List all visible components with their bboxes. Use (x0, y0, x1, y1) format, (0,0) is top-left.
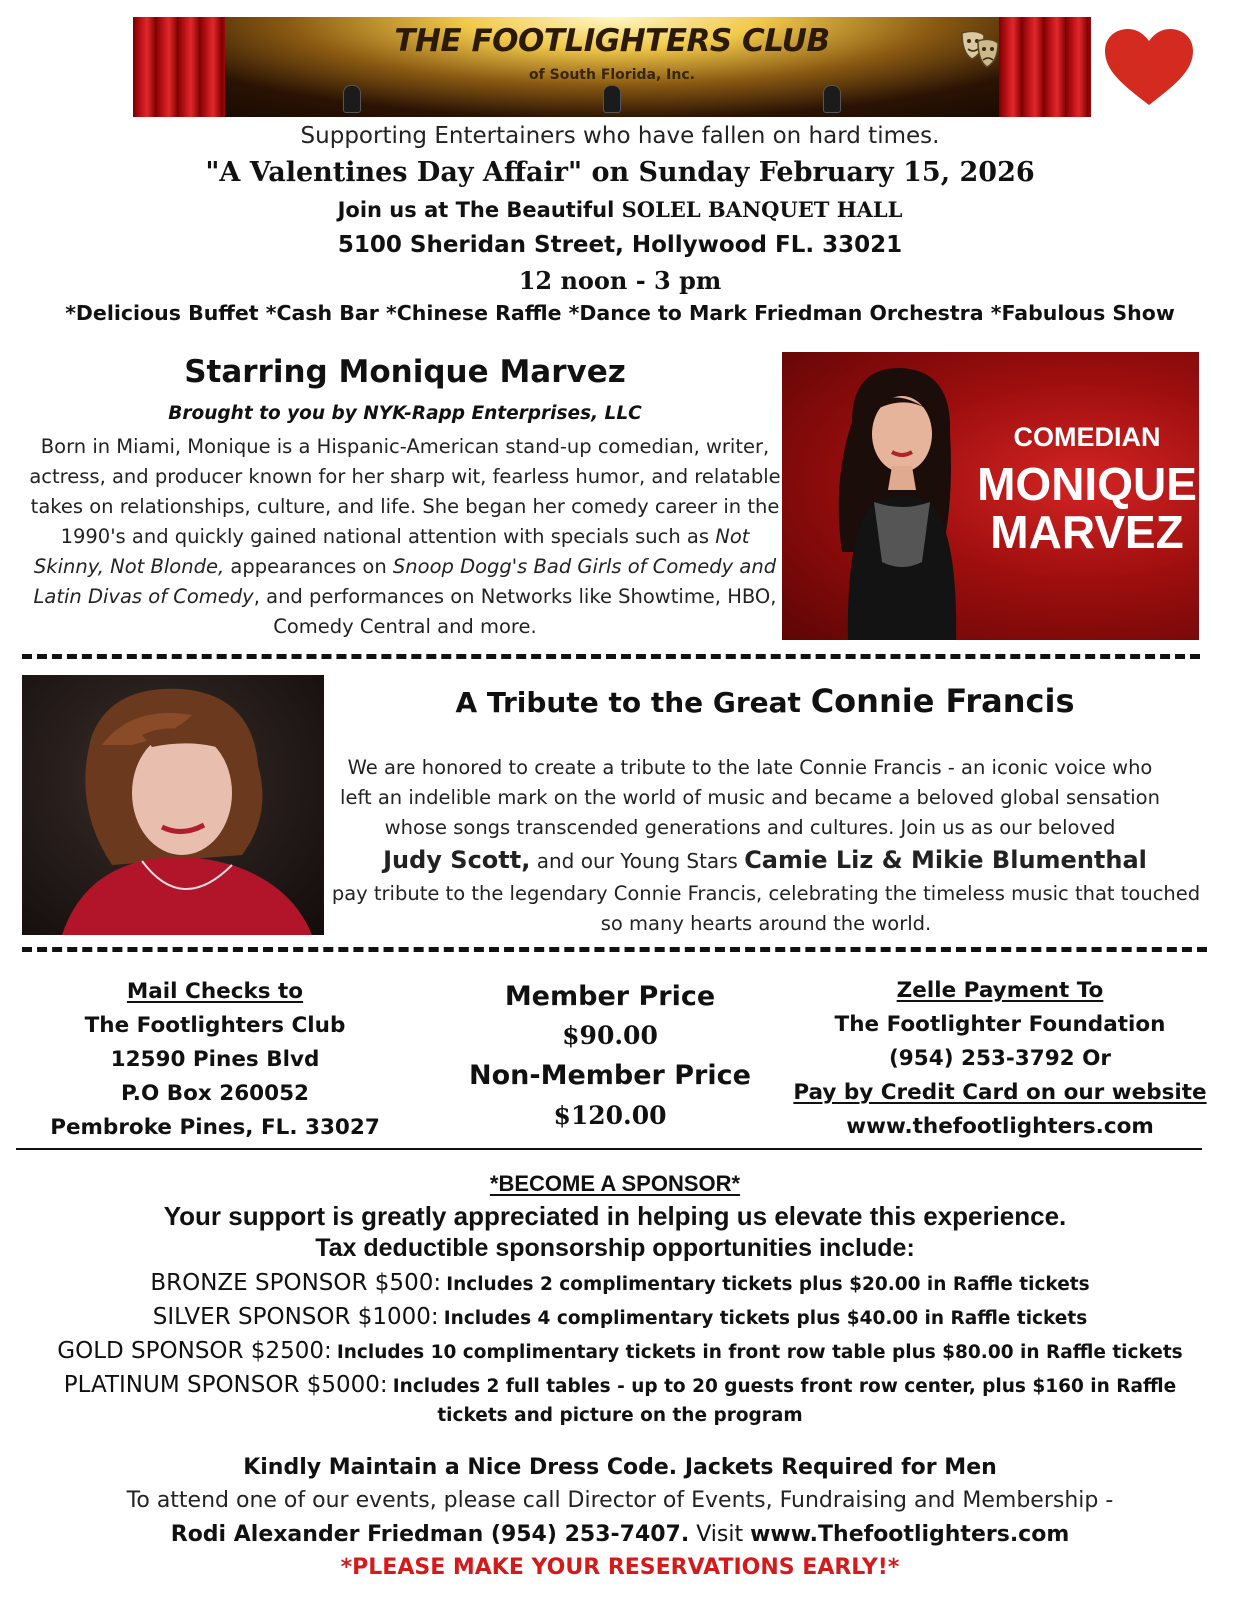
sponsor-heading: *BECOME A SPONSOR* (489, 1171, 741, 1196)
sponsor-tier-bronze (0, 1270, 1240, 1296)
card-label: COMEDIAN (1013, 422, 1161, 452)
tier-name: GOLD SPONSOR $2500: (57, 1338, 332, 1364)
tribute-text-1: We are honored to create a tribute to the late Connie Francis - an iconic voice who left an indelible mark on the world of music and became a beloved global sensation whose songs transcended generations and cultures. Join us as our beloved (340, 756, 1160, 839)
club-subtitle: of South Florida, Inc. (529, 67, 695, 83)
event-time: 12 noon - 3 pm (518, 266, 722, 295)
sponsor-tier-silver (0, 1304, 1240, 1330)
website-link[interactable]: www.thefootlighters.com (846, 1114, 1154, 1139)
section-divider (22, 947, 1207, 952)
heart-icon (1103, 27, 1195, 109)
tier-name: PLATINUM SPONSOR $5000: (63, 1372, 388, 1398)
dress-code: Kindly Maintain a Nice Dress Code. Jackets Required for Men (243, 1455, 997, 1480)
star-presenter: Brought to you by NYK-Rapp Enterprises, LLC (168, 403, 642, 424)
bio-text: , and performances on Networks like Showtime, HBO, Comedy Central and more. (253, 585, 777, 638)
tribute-heading (330, 682, 1200, 720)
tier-desc: Includes 2 complimentary tickets plus $20.00 in Raffle tickets (446, 1274, 1090, 1295)
bio-text: Born in Miami, Monique is a Hispanic-American stand-up comedian, writer, actress, and producer known for her sharp wit, fearless humor, and relatable takes on relationships, culture, and life. She began her comedy career in the 1990's and quickly gained national attention with specials such as (29, 435, 781, 548)
sponsor-support: Your support is greatly appreciated in helping us elevate this experience. (163, 1201, 1067, 1231)
card-name-first: MONIQUE (977, 458, 1197, 510)
event-title: "A Valentines Day Affair" on Sunday February 15, 2026 (205, 157, 1035, 188)
bio-text: appearances on (224, 555, 393, 578)
zelle-phone[interactable]: (954) 253-3792 Or (888, 1046, 1112, 1071)
contact-line (0, 1522, 1240, 1547)
star-bio (26, 432, 784, 642)
sponsor-tier-platinum (0, 1372, 1240, 1398)
spotlight-icon (823, 85, 841, 113)
tier-name: BRONZE SPONSOR $500: (150, 1270, 442, 1296)
performer-judy-scott: Judy Scott, (383, 846, 531, 874)
club-banner (133, 17, 1091, 117)
tier-desc: Includes 4 complimentary tickets plus $40.00 in Raffle tickets (443, 1308, 1088, 1329)
mail-checks-block (40, 975, 390, 1145)
singer-portrait (22, 675, 324, 935)
card-name-last: MARVEZ (990, 506, 1184, 558)
member-price: $90.00 (562, 1021, 658, 1050)
reservations-notice: *PLEASE MAKE YOUR RESERVATIONS EARLY!* (340, 1555, 900, 1580)
tribute-heading-name: Connie Francis (810, 682, 1075, 720)
tribute-and-text: and our Young Stars (530, 849, 745, 873)
bio-special-title: Not Skinny, Not Blonde, (33, 525, 750, 578)
comedian-portrait (812, 362, 982, 640)
venue-name: SOLEL BANQUET HALL (621, 197, 903, 222)
performer-young-stars: Camie Liz & Mikie Blumenthal (744, 846, 1147, 874)
tier-desc: Includes 2 full tables - up to 20 guests front row center, plus $160 in Raffle (392, 1376, 1177, 1397)
tribute-heading-prefix: A Tribute to the Great (455, 686, 811, 719)
nonmember-price-label: Non-Member Price (469, 1060, 751, 1091)
nonmember-price: $120.00 (553, 1101, 667, 1130)
mail-line: P.O Box 260052 (120, 1081, 309, 1106)
tier-name: SILVER SPONSOR $1000: (152, 1304, 439, 1330)
mail-line: The Footlighters Club (84, 1013, 346, 1038)
spotlight-icon (343, 85, 361, 113)
sponsor-tier-gold (0, 1338, 1240, 1364)
zelle-name: The Footlighter Foundation (834, 1012, 1166, 1037)
zelle-block (790, 974, 1210, 1144)
visit-text: Visit (689, 1522, 751, 1547)
attend-info: To attend one of our events, please call Director of Events, Fundraising and Membership - (126, 1488, 1114, 1513)
tier-continuation: tickets and picture on the program (437, 1405, 803, 1426)
tribute-performers (330, 846, 1200, 874)
tagline: Supporting Entertainers who have fallen on hard times. (300, 123, 940, 149)
mail-line: 12590 Pines Blvd (110, 1047, 320, 1072)
bio-special-title: Snoop Dogg's Bad Girls of Comedy and Latin Divas of Comedy (33, 555, 777, 608)
spotlight-icon (603, 85, 621, 113)
theater-masks-icon (958, 27, 1002, 71)
zelle-heading: Zelle Payment To (896, 978, 1104, 1003)
contact-name-phone[interactable]: Rodi Alexander Friedman (954) 253-7407. (170, 1522, 690, 1547)
star-heading: Starring Monique Marvez (184, 354, 626, 390)
mail-line: Pembroke Pines, FL. 33027 (50, 1115, 380, 1140)
tribute-text-2: pay tribute to the legendary Connie Francis, celebrating the timeless music that touched so many hearts around the world. (331, 882, 1201, 935)
venue-line (0, 197, 1240, 222)
event-features: *Delicious Buffet *Cash Bar *Chinese Raffle *Dance to Mark Friedman Orchestra *Fabulous Show (65, 301, 1175, 325)
venue-address: 5100 Sheridan Street, Hollywood FL. 33021 (337, 232, 903, 258)
tier-desc: Includes 10 complimentary tickets in front row table plus $80.00 in Raffle tickets (336, 1342, 1183, 1363)
mail-checks-heading: Mail Checks to (126, 979, 304, 1004)
tribute-photo (22, 675, 324, 935)
credit-card-link[interactable]: Pay by Credit Card on our website (793, 1080, 1207, 1105)
venue-prefix: Join us at The Beautiful (337, 198, 622, 222)
price-block (440, 978, 780, 1136)
contact-website-link[interactable]: www.Thefootlighters.com (750, 1522, 1070, 1547)
member-price-label: Member Price (504, 981, 716, 1012)
section-divider (16, 1148, 1202, 1150)
comedian-photo-card (782, 352, 1199, 640)
club-title: THE FOOTLIGHTERS CLUB (394, 23, 830, 59)
section-divider (22, 654, 1200, 659)
card-name (972, 460, 1199, 556)
sponsor-tax: Tax deductible sponsorship opportunities include: (315, 1234, 915, 1262)
